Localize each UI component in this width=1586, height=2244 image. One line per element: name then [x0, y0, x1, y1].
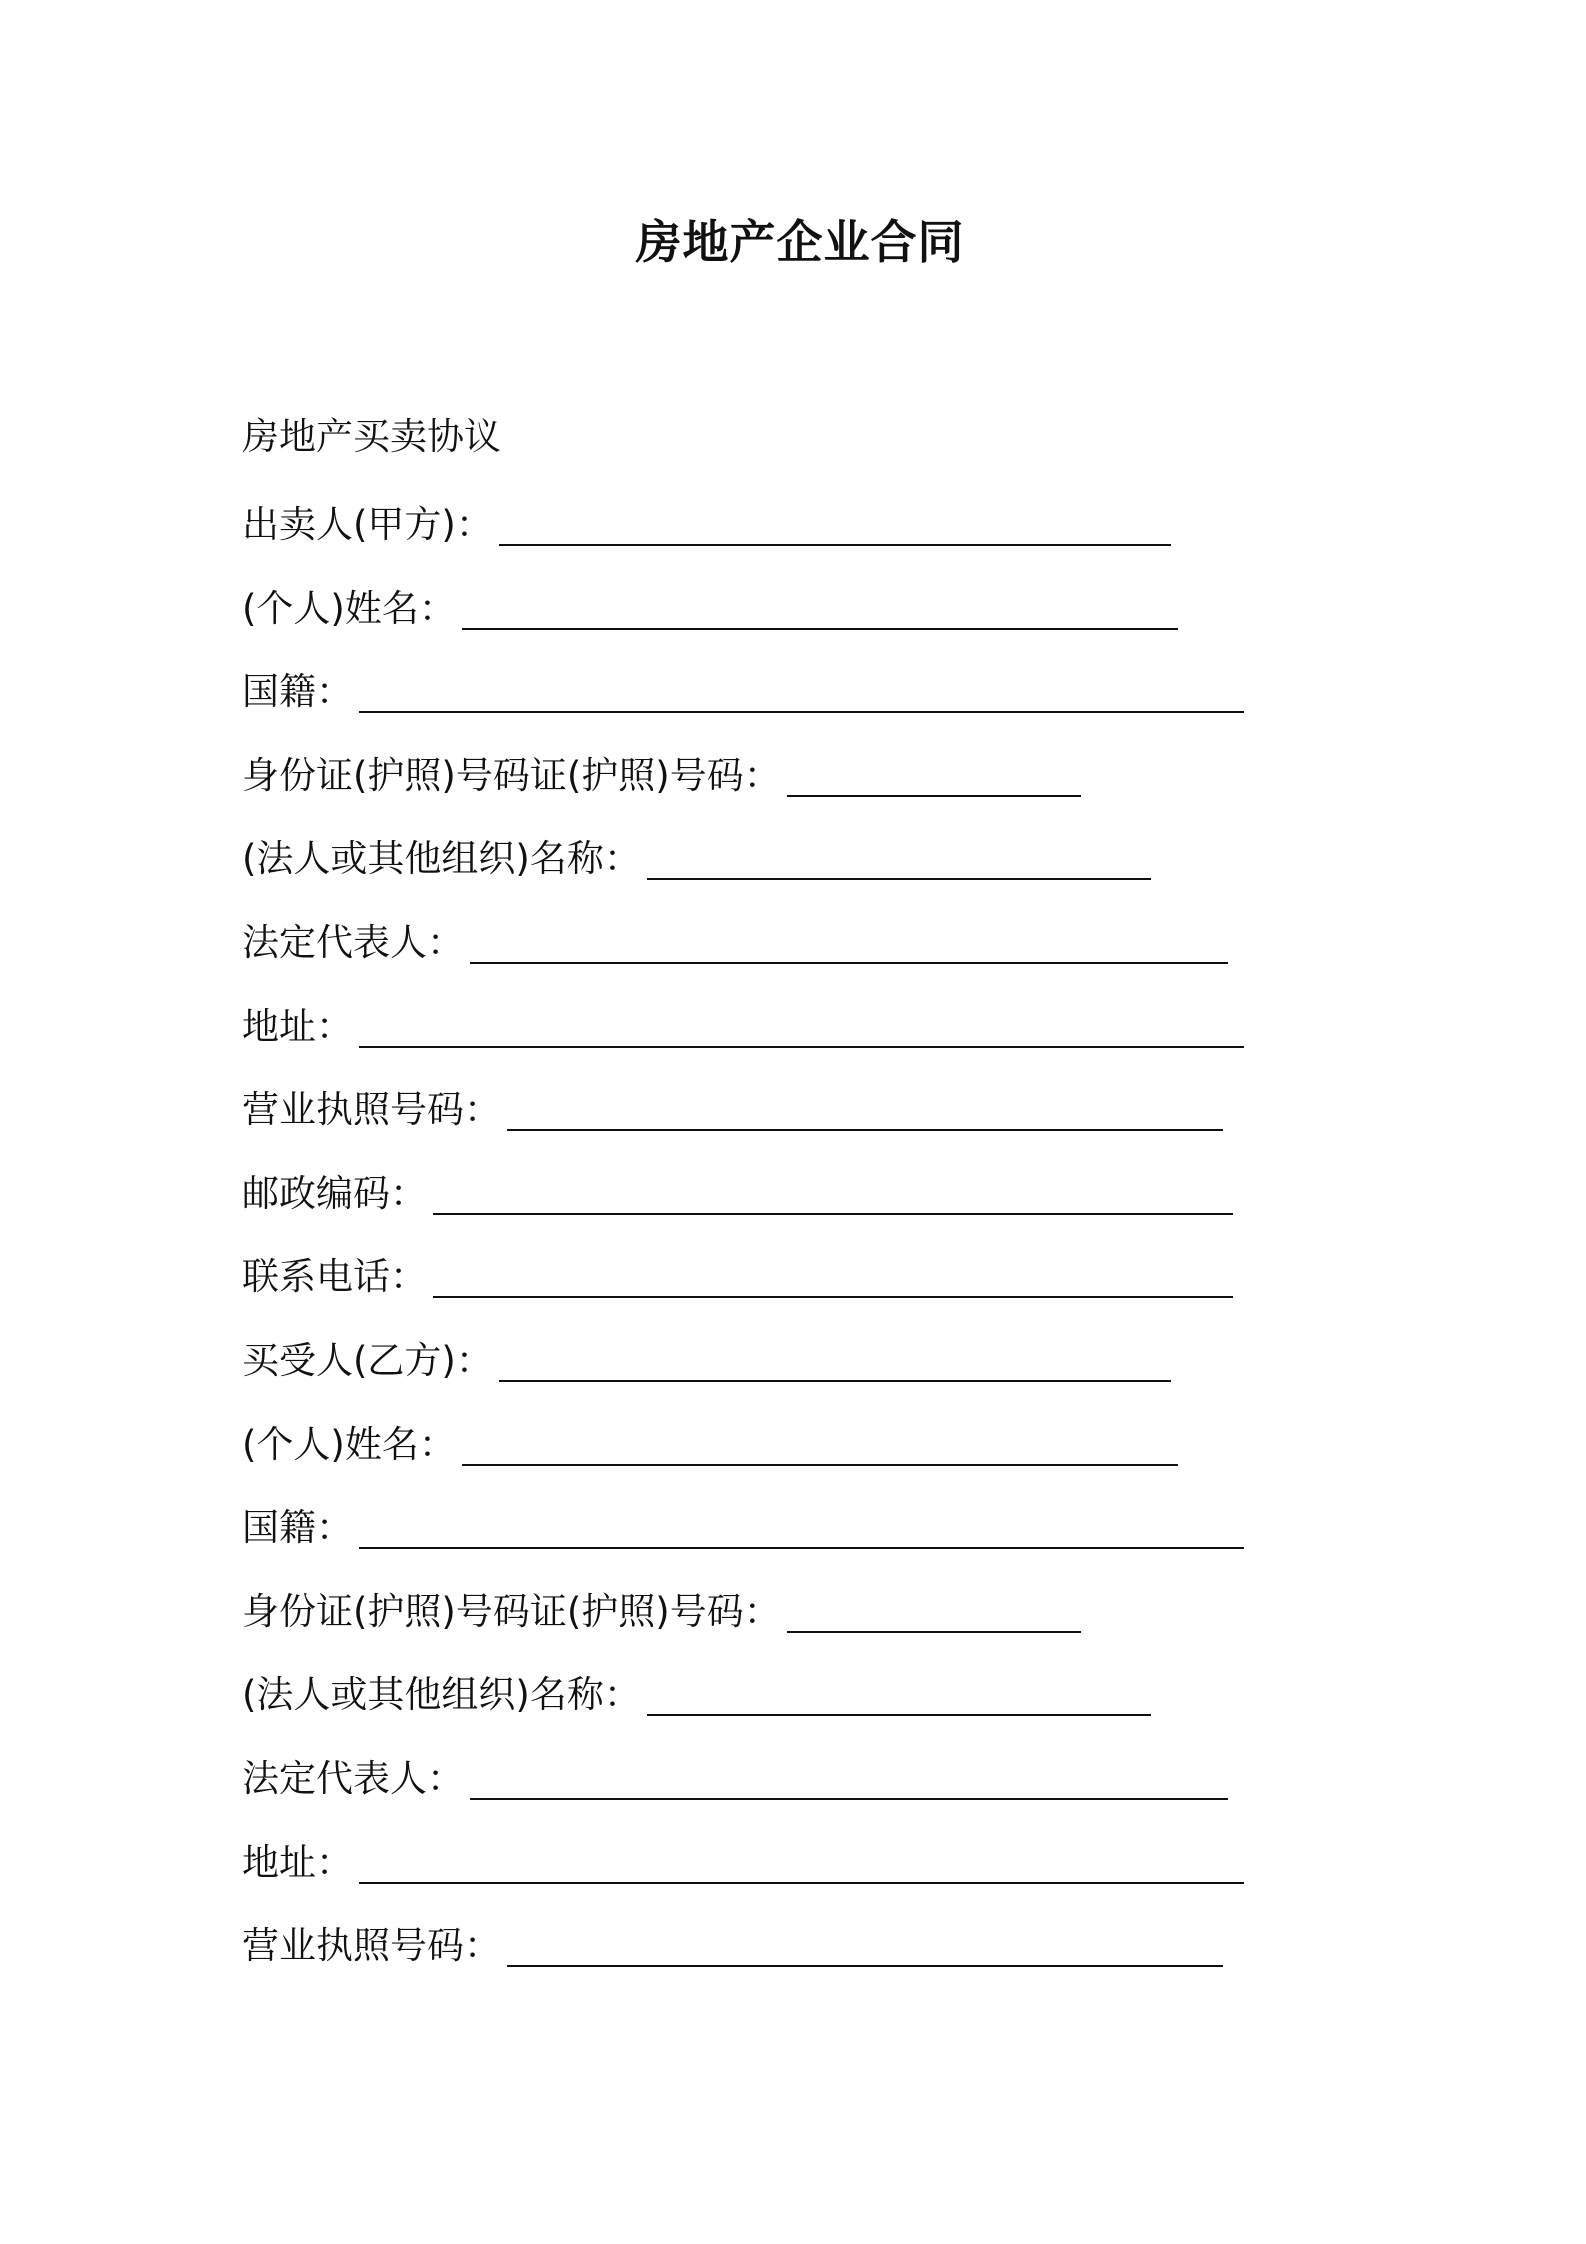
field-seller-name — [242, 584, 1282, 668]
field-buyer-id-number — [242, 1587, 1282, 1671]
field-label: (个人)姓名： — [242, 1422, 456, 1466]
field-buyer — [242, 1336, 1282, 1420]
field-seller-postcode — [242, 1169, 1282, 1253]
fill-blank[interactable] — [462, 584, 1178, 630]
fill-blank[interactable] — [462, 1420, 1178, 1466]
field-seller-license — [242, 1085, 1282, 1169]
field-seller-org-name — [242, 834, 1282, 918]
field-label: 地址： — [242, 1840, 353, 1884]
field-label: 国籍： — [242, 670, 353, 714]
fill-blank[interactable] — [507, 1085, 1223, 1131]
fill-blank[interactable] — [470, 1754, 1228, 1800]
fill-blank[interactable] — [470, 918, 1228, 964]
field-seller-address — [242, 1002, 1282, 1086]
field-seller-id-number — [242, 751, 1282, 835]
form-fields — [242, 500, 1282, 2005]
field-label: 国籍： — [242, 1506, 353, 1550]
field-label: 身份证(护照)号码证(护照)号码： — [242, 753, 781, 797]
fill-blank[interactable] — [499, 1336, 1171, 1382]
document-subtitle: 房地产买卖协议 — [242, 415, 501, 458]
field-seller-legal-rep — [242, 918, 1282, 1002]
fill-blank[interactable] — [647, 834, 1151, 880]
fill-blank[interactable] — [787, 751, 1081, 797]
field-buyer-name — [242, 1420, 1282, 1504]
field-label: (法人或其他组织)名称： — [242, 1673, 641, 1717]
field-label: 营业执照号码： — [242, 1924, 501, 1968]
field-label: 地址： — [242, 1004, 353, 1048]
fill-blank[interactable] — [507, 1921, 1223, 1967]
fill-blank[interactable] — [433, 1252, 1233, 1298]
fill-blank[interactable] — [499, 500, 1171, 546]
fill-blank[interactable] — [647, 1670, 1151, 1716]
field-label: (个人)姓名： — [242, 586, 456, 630]
field-seller-phone — [242, 1252, 1282, 1336]
fill-blank[interactable] — [359, 1838, 1244, 1884]
field-buyer-address — [242, 1838, 1282, 1922]
field-label: 邮政编码： — [242, 1171, 427, 1215]
document-title: 房地产企业合同 — [635, 215, 965, 269]
field-buyer-license — [242, 1921, 1282, 2005]
field-buyer-legal-rep — [242, 1754, 1282, 1838]
field-label: 法定代表人： — [242, 920, 464, 964]
field-buyer-org-name — [242, 1670, 1282, 1754]
field-buyer-nationality — [242, 1503, 1282, 1587]
field-label: 法定代表人： — [242, 1756, 464, 1800]
field-label: (法人或其他组织)名称： — [242, 837, 641, 881]
field-label: 买受人(乙方)： — [242, 1338, 493, 1382]
fill-blank[interactable] — [359, 667, 1244, 713]
fill-blank[interactable] — [359, 1503, 1244, 1549]
fill-blank[interactable] — [787, 1587, 1081, 1633]
field-label: 营业执照号码： — [242, 1088, 501, 1132]
fill-blank[interactable] — [359, 1002, 1244, 1048]
field-seller-nationality — [242, 667, 1282, 751]
field-label: 联系电话： — [242, 1255, 427, 1299]
field-label: 身份证(护照)号码证(护照)号码： — [242, 1589, 781, 1633]
field-label: 出卖人(甲方)： — [242, 503, 493, 546]
fill-blank[interactable] — [433, 1169, 1233, 1215]
field-seller — [242, 500, 1282, 584]
